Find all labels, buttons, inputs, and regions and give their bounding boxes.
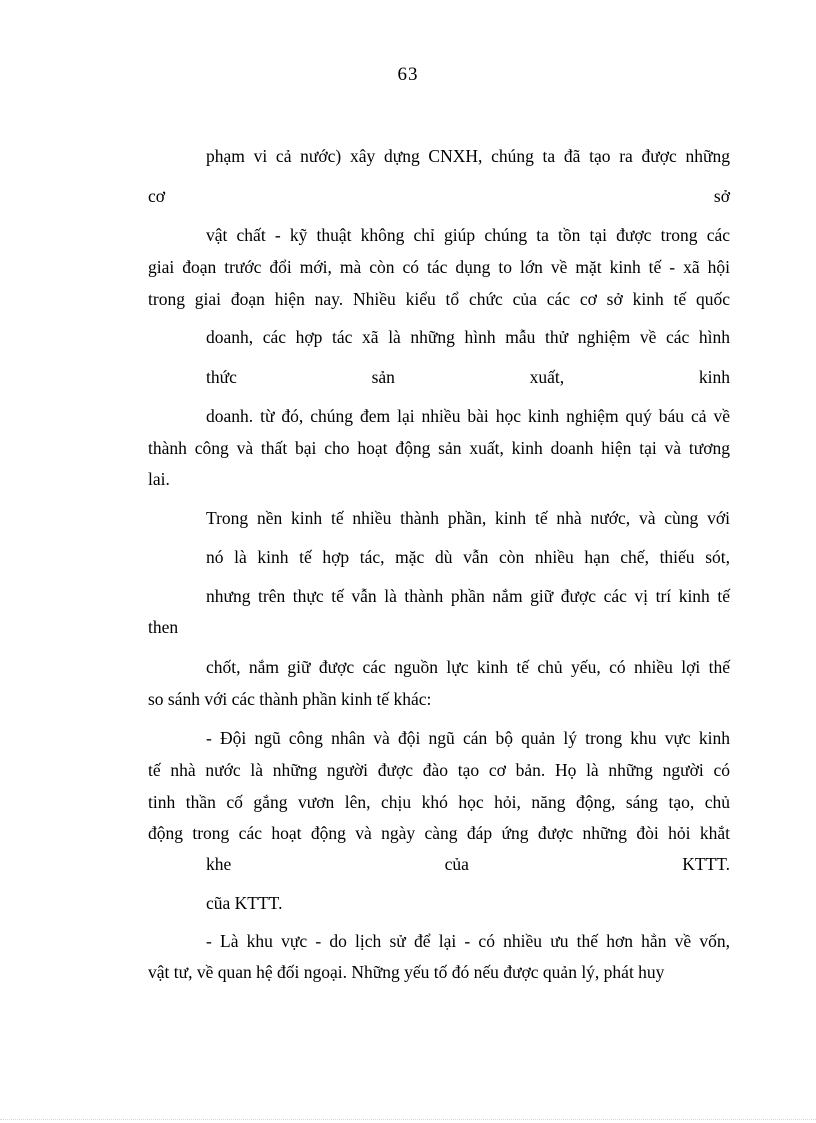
text-line: phạm vi cả nước) xây dựng CNXH, chúng ta đã tạo ra được những bbox=[206, 146, 730, 166]
text-line: lai. bbox=[148, 469, 170, 489]
text-line: vật chất - kỹ thuật không chỉ giúp chúng ta tồn tại được trong các bbox=[206, 225, 730, 245]
text-line: thành công và thất bại cho hoạt động sản xuất, kinh doanh hiện tại và tương bbox=[148, 438, 730, 458]
text-line: nó là kinh tế hợp tác, mặc dù vẫn còn nhiều hạn chế, thiếu sót, bbox=[206, 547, 730, 567]
page-number: 63 bbox=[397, 64, 419, 85]
text-line: động trong các hoạt động và ngày càng đáp ứng được những đòi hỏi khắt bbox=[148, 823, 730, 843]
page-bottom-rule bbox=[0, 1119, 816, 1120]
text-line: so sánh với các thành phần kinh tế khác: bbox=[148, 689, 432, 709]
text-line: giai đoạn trước đổi mới, mà còn có tác dụng to lớn về mặt kinh tế - xã hội bbox=[148, 257, 730, 277]
text-line: tinh thần cố gắng vươn lên, chịu khó học hỏi, năng động, sáng tạo, chủ bbox=[148, 792, 730, 812]
text-line: trong giai đoạn hiện nay. Nhiều kiểu tổ chức của các cơ sở kinh tế quốc bbox=[148, 289, 730, 309]
text-line: doanh. từ đó, chúng đem lại nhiều bài học kinh nghiệm quý báu cả về bbox=[206, 406, 730, 426]
text-line: - Đội ngũ công nhân và đội ngũ cán bộ quản lý trong khu vực kinh bbox=[206, 728, 730, 748]
text-line: nhưng trên thực tế vẫn là thành phần nắm giữ được các vị trí kinh tế bbox=[206, 586, 730, 606]
text-line: Trong nền kinh tế nhiều thành phần, kinh tế nhà nước, và cùng với bbox=[206, 508, 730, 528]
text-line: cơ sở bbox=[148, 186, 730, 206]
text-line: then bbox=[148, 617, 179, 637]
text-line: tế nhà nước là những người được đào tạo cơ bản. Họ là những người có bbox=[148, 760, 730, 780]
text-line: khe của KTTT. bbox=[206, 854, 730, 874]
text-line: doanh, các hợp tác xã là những hình mẫu thử nghiệm về các hình bbox=[206, 327, 730, 347]
text-line: chốt, nắm giữ được các nguồn lực kinh tế chủ yếu, có nhiều lợi thế bbox=[206, 657, 730, 677]
text-line: cũa KTTT. bbox=[206, 893, 283, 913]
text-line: thức sản xuất, kinh bbox=[206, 367, 730, 387]
text-line: - Là khu vực - do lịch sử để lại - có nhiều ưu thế hơn hẳn về vốn, bbox=[206, 931, 730, 951]
text-line: vật tư, về quan hệ đối ngoại. Những yếu tố đó nếu được quản lý, phát huy bbox=[148, 962, 665, 982]
